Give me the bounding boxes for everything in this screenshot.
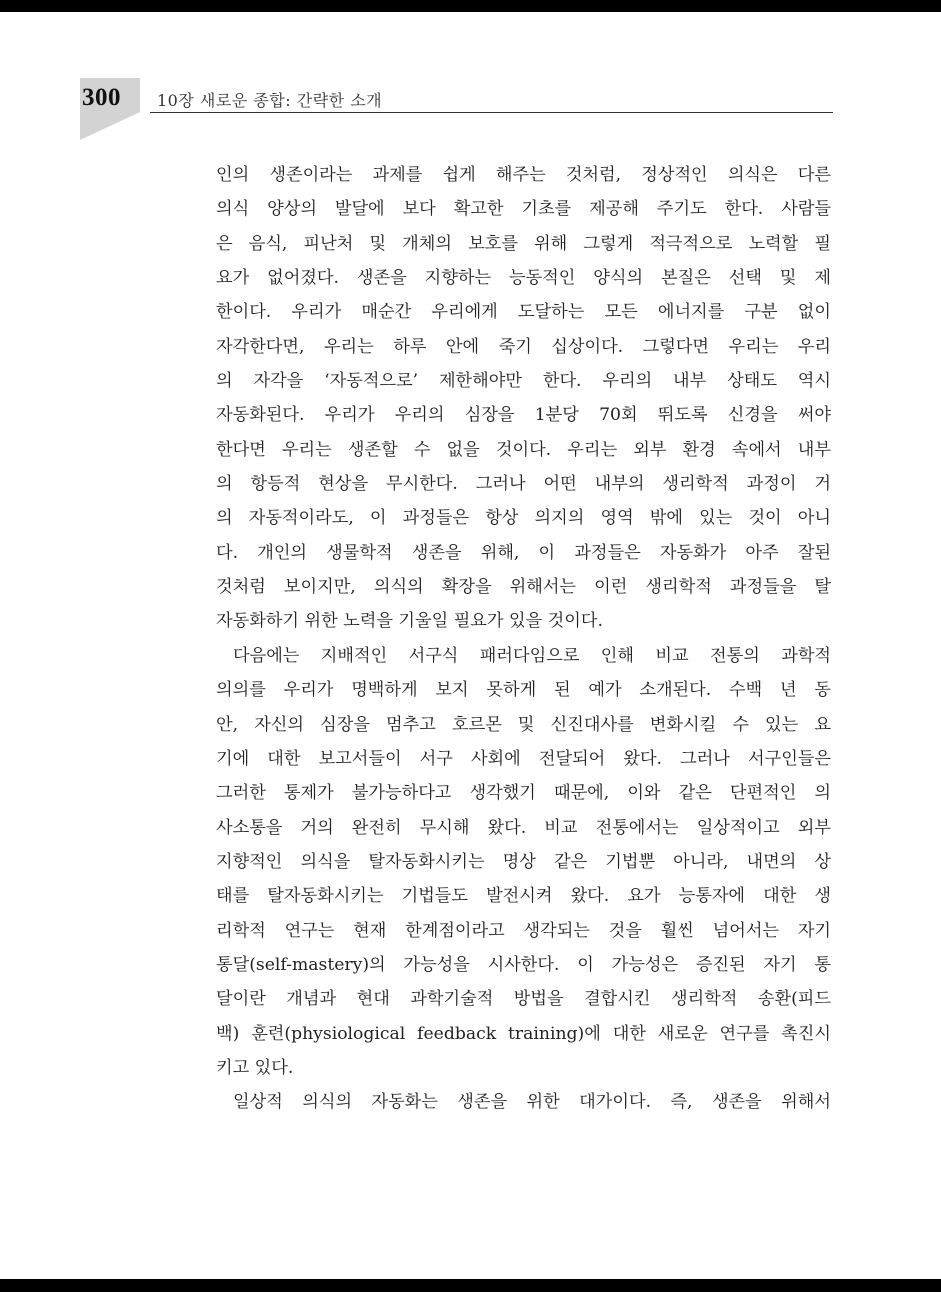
running-head: 10장 새로운 종합: 간략한 소개 <box>157 91 383 110</box>
text-line: 요가 없어졌다. 생존을 지향하는 능동적인 양식의 본질은 선택 및 제 <box>216 268 831 289</box>
bottom-border <box>0 1279 941 1292</box>
text-line: 한이다. 우리가 매순간 우리에게 도달하는 모든 에너지를 구분 없이 <box>216 302 831 323</box>
text-line: 의식 양상의 발달에 보다 확고한 기초를 제공해 주기도 한다. 사람들 <box>216 199 831 220</box>
paragraph-start-line: 일상적 의식의 자동화는 생존을 위한 대가이다. 즉, 생존을 위해서 <box>233 1092 831 1113</box>
page-number: 300 <box>82 84 121 111</box>
text-line: 통달(self-mastery)의 가능성을 시사한다. 이 가능성은 증진된 자기 통 <box>216 954 831 975</box>
text-line: 태를 탈자동화시키는 기법들도 발전시켜 왔다. 요가 능통자에 대한 생 <box>216 886 831 907</box>
text-line: 자동화하기 위한 노력을 기울일 필요가 있을 것이다. <box>216 611 603 632</box>
text-line: 자각한다면, 우리는 하루 안에 죽기 십상이다. 그렇다면 우리는 우리 <box>216 336 831 357</box>
text-line: 안, 자신의 심장을 멈추고 호르몬 및 신진대사를 변화시킬 수 있는 요 <box>216 714 831 735</box>
text-line: 은 음식, 피난처 및 개체의 보호를 위해 그렇게 적극적으로 노력할 필 <box>216 233 831 254</box>
text-line: 것처럼 보이지만, 의식의 확장을 위해서는 이런 생리학적 과정들을 탈 <box>216 577 831 598</box>
text-line: 그러한 통제가 불가능하다고 생각했기 때문에, 이와 같은 단편적인 의 <box>216 783 831 804</box>
text-line: 키고 있다. <box>216 1057 294 1078</box>
text-line: 백) 훈련(physiological feedback training)에 대한 새로운 연구를 촉진시 <box>216 1023 831 1044</box>
text-line: 한다면 우리는 생존할 수 없을 것이다. 우리는 외부 환경 속에서 내부 <box>216 439 831 460</box>
top-border <box>0 0 941 12</box>
header-rule <box>150 112 833 113</box>
text-line: 다. 개인의 생물학적 생존을 위해, 이 과정들은 자동화가 아주 잘된 <box>216 542 831 563</box>
text-line: 리학적 연구는 현재 한계점이라고 생각되는 것을 훨씬 넘어서는 자기 <box>216 920 831 941</box>
text-line: 의 항등적 현상을 무시한다. 그러나 어떤 내부의 생리학적 과정이 거 <box>216 474 831 495</box>
text-line: 의 자각을 ‘자동적으로’ 제한해야만 한다. 우리의 내부 상태도 역시 <box>216 371 831 392</box>
text-line: 사소통을 거의 완전히 무시해 왔다. 비교 전통에서는 일상적이고 외부 <box>216 817 831 838</box>
text-line: 지향적인 의식을 탈자동화시키는 명상 같은 기법뿐 아니라, 내면의 상 <box>216 851 831 872</box>
text-line: 인의 생존이라는 과제를 쉽게 해주는 것처럼, 정상적인 의식은 다른 <box>216 165 831 185</box>
text-line: 의 자동적이라도, 이 과정들은 항상 의지의 영역 밖에 있는 것이 아니 <box>216 508 831 529</box>
text-line: 달이란 개념과 현대 과학기술적 방법을 결합시킨 생리학적 송환(피드 <box>216 989 831 1010</box>
body-text <box>216 158 831 1120</box>
text-line: 기에 대한 보고서들이 서구 사회에 전달되어 왔다. 그러나 서구인들은 <box>216 748 831 769</box>
paragraph-start-line: 다음에는 지배적인 서구식 패러다임으로 인해 비교 전통의 과학적 <box>233 645 831 666</box>
text-line: 의의를 우리가 명백하게 보지 못하게 된 예가 소개된다. 수백 년 동 <box>216 680 831 701</box>
text-line: 자동화된다. 우리가 우리의 심장을 1분당 70회 뛰도록 신경을 써야 <box>216 405 831 426</box>
